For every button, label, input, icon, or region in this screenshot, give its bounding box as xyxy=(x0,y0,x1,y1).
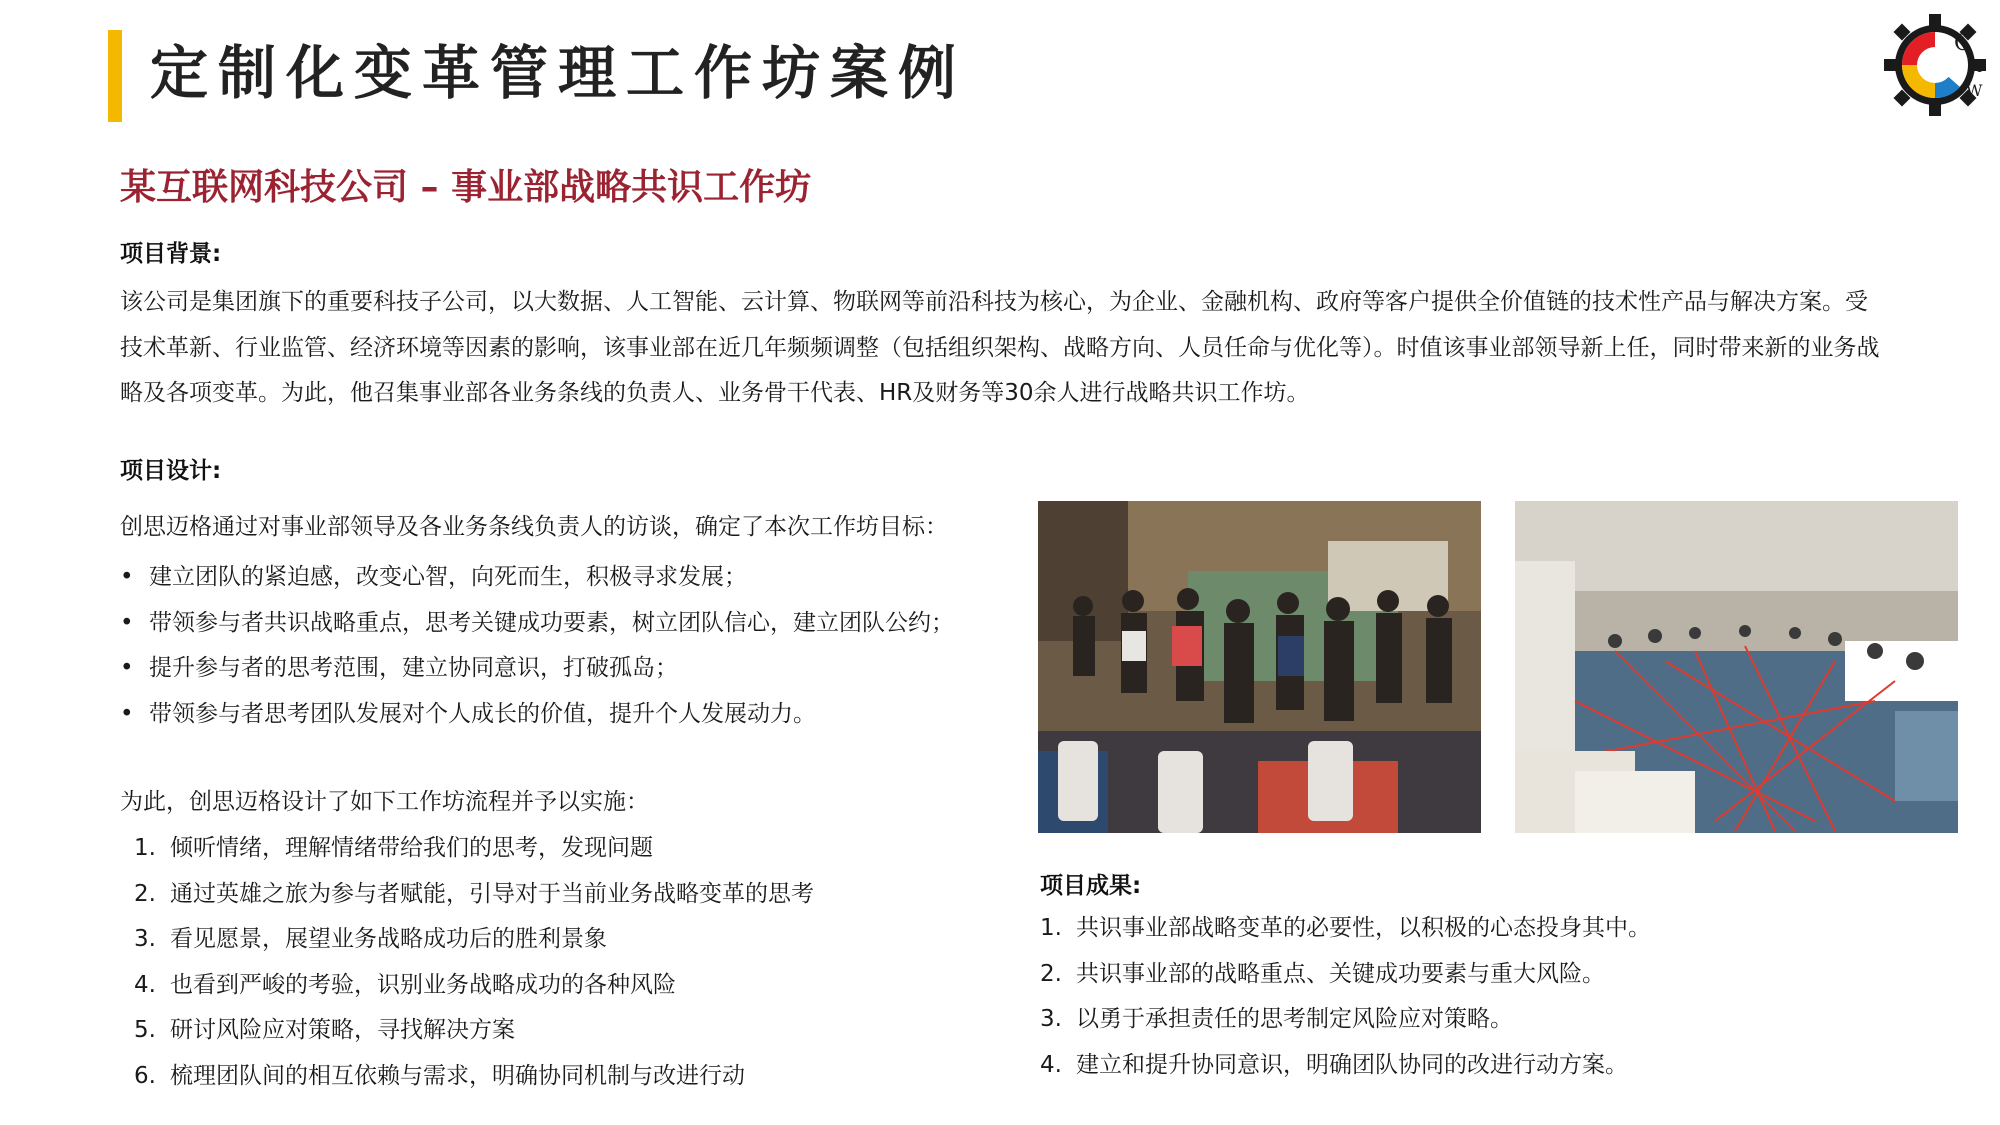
design-heading: 项目设计: xyxy=(120,458,222,484)
result-item: 2. 共识事业部的战略重点、关键成功要素与重大风险。 xyxy=(1040,960,1605,987)
step-item: 4. 也看到严峻的考验，识别业务战略成功的各种风险 xyxy=(134,971,676,998)
workshop-group-photo xyxy=(1038,501,1481,833)
workshop-room-photo-icon xyxy=(1515,501,1958,833)
goal-item: • 带领参与者共识战略重点，思考关键成功要素，树立团队信心，建立团队公约； xyxy=(120,601,954,647)
goal-list xyxy=(120,555,954,737)
svg-text:C: C xyxy=(1954,31,1971,56)
bullet-icon: • xyxy=(120,564,134,590)
goal-item: • 建立团队的紧迫感，改变心智，向死而生，积极寻求发展； xyxy=(120,555,954,601)
goal-item: • 提升参与者的思考范围，建立协同意识，打破孤岛； xyxy=(120,646,954,692)
company-logo xyxy=(1880,10,1990,120)
result-item: 1. 共识事业部战略变革的必要性，以积极的心态投身其中。 xyxy=(1040,915,1651,941)
step-item: 2. 通过英雄之旅为参与者赋能，引导对于当前业务战略变革的思考 xyxy=(134,880,814,907)
result-item: 4. 建立和提升协同意识，明确团队协同的改进行动方案。 xyxy=(1040,1051,1628,1078)
step-item: 6. 梳理团队间的相互依赖与需求，明确协同机制与改进行动 xyxy=(134,1062,745,1089)
results-list xyxy=(1040,906,1651,1088)
design-intro: 创思迈格通过对事业部领导及各业务条线负责人的访谈，确定了本次工作坊目标： xyxy=(120,514,948,540)
background-heading: 项目背景: xyxy=(120,241,222,267)
gear-logo-icon xyxy=(1880,10,1990,120)
title-accent-bar xyxy=(108,30,122,122)
process-intro: 为此，创思迈格设计了如下工作坊流程并予以实施： xyxy=(120,789,649,815)
bullet-icon: • xyxy=(120,700,134,727)
step-item: 5. 研讨风险应对策略，寻找解决方案 xyxy=(134,1017,515,1043)
goal-item: • 带领参与者思考团队发展对个人成长的价值，提升个人发展动力。 xyxy=(120,692,954,738)
workshop-group-photo-icon xyxy=(1038,501,1481,833)
result-item: 3. 以勇于承担责任的思考制定风险应对策略。 xyxy=(1040,1006,1513,1032)
step-item: 3. 看见愿景，展望业务战略成功后的胜利景象 xyxy=(134,926,607,952)
svg-text:W: W xyxy=(1966,81,1983,100)
case-subtitle: 某互联网科技公司 – 事业部战略共识工作坊 xyxy=(120,167,812,208)
page-title: 定制化变革管理工作坊案例 xyxy=(150,39,967,107)
bullet-icon: • xyxy=(120,609,134,636)
process-steps xyxy=(134,826,814,1099)
workshop-room-photo xyxy=(1515,501,1958,833)
svg-text:M: M xyxy=(1968,60,1983,76)
bullet-icon: • xyxy=(120,655,134,681)
results-heading: 项目成果: xyxy=(1040,873,1142,899)
step-item: 1. 倾听情绪，理解情绪带给我们的思考，发现问题 xyxy=(134,835,653,861)
background-paragraph: 该公司是集团旗下的重要科技子公司，以大数据、人工智能、云计算、物联网等前沿科技为核心，为企业、金融机构、政府等客户提供全价值链的技术性产品与解决方案。受技术革新、行业监管、经济环境等因素的影响，该事业部在近几年频频调整（包括组织架构、战略方向、人员任命与优化等）。时值该事业部领导新上任，同时带来新的业务战略及各项变革。为此，他召集事业部各业务条线的负责人、业务骨干代表、HR及财务等30余人进行战略共识工作坊。 xyxy=(120,289,1880,406)
